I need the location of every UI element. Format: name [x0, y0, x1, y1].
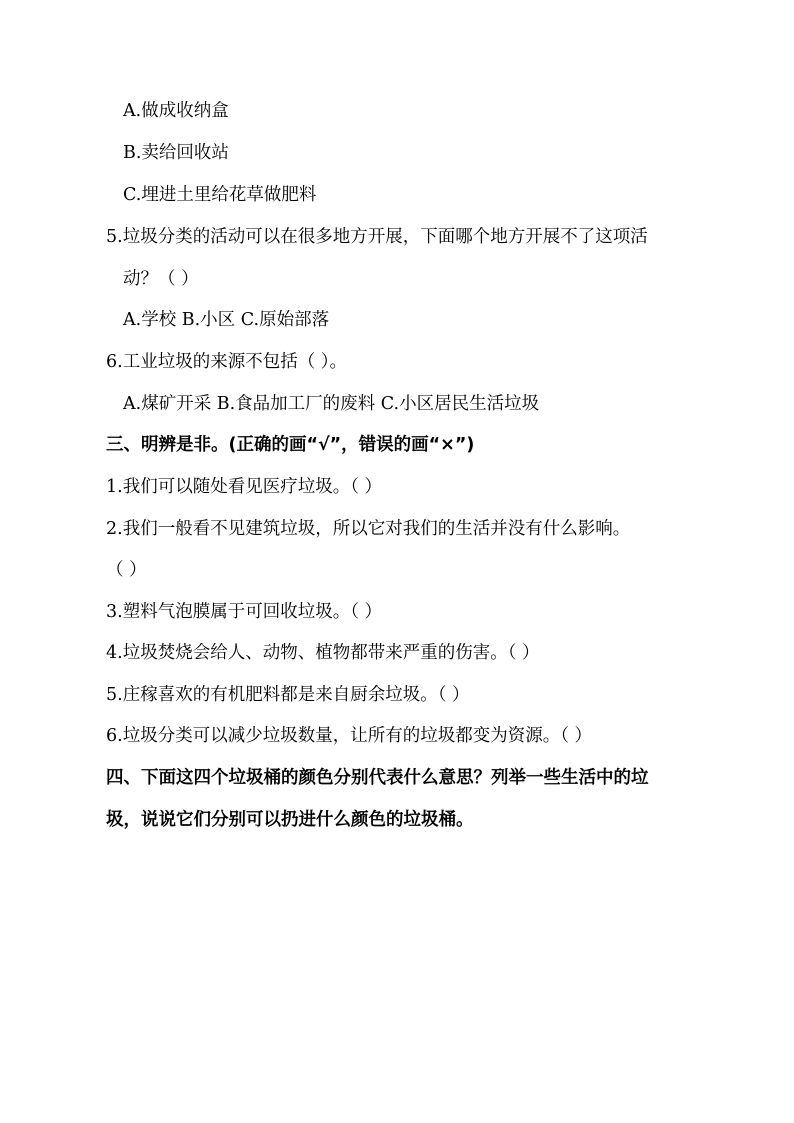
q4-option-a: A.做成收纳盒	[123, 101, 229, 121]
section3-item-5: 5.庄稼喜欢的有机肥料都是来自厨余垃圾。（ ）	[106, 685, 470, 705]
q6-options: A.煤矿开采 B.食品加工厂的废料 C.小区居民生活垃圾	[123, 394, 540, 414]
section4-heading-line2: 圾，说说它们分别可以扔进什么颜色的垃圾桶。	[106, 810, 474, 830]
q4-option-c: C.埋进土里给花草做肥料	[123, 185, 317, 205]
q4-option-b: B.卖给回收站	[123, 143, 229, 163]
section3-item-3: 3.塑料气泡膜属于可回收垃圾。（ ）	[106, 602, 383, 622]
q6-stem: 6.工业垃圾的来源不包括（ ）。	[106, 352, 348, 372]
section3-item-2-blank: （ ）	[106, 560, 147, 580]
section3-heading: 三、明辨是非。(正确的画“√”，错误的画“×”)	[106, 435, 475, 455]
section3-item-2: 2.我们一般看不见建筑垃圾，所以它对我们的生活并没有什么影响。	[106, 519, 631, 539]
section3-item-6: 6.垃圾分类可以减少垃圾数量，让所有的垃圾都变为资源。（ ）	[106, 726, 593, 746]
section3-item-1: 1.我们可以随处看见医疗垃圾。（ ）	[106, 477, 383, 497]
q5-options: A.学校 B.小区 C.原始部落	[123, 310, 330, 330]
section3-item-4: 4.垃圾焚烧会给人、动物、植物都带来严重的伤害。（ ）	[106, 643, 540, 663]
q5-stem-line1: 5.垃圾分类的活动可以在很多地方开展，下面哪个地方开展不了这项活	[106, 227, 648, 247]
q5-stem-line2: 动？（ ）	[123, 269, 199, 289]
section4-heading-line1: 四、下面这四个垃圾桶的颜色分别代表什么意思？列举一些生活中的垃	[106, 768, 649, 788]
